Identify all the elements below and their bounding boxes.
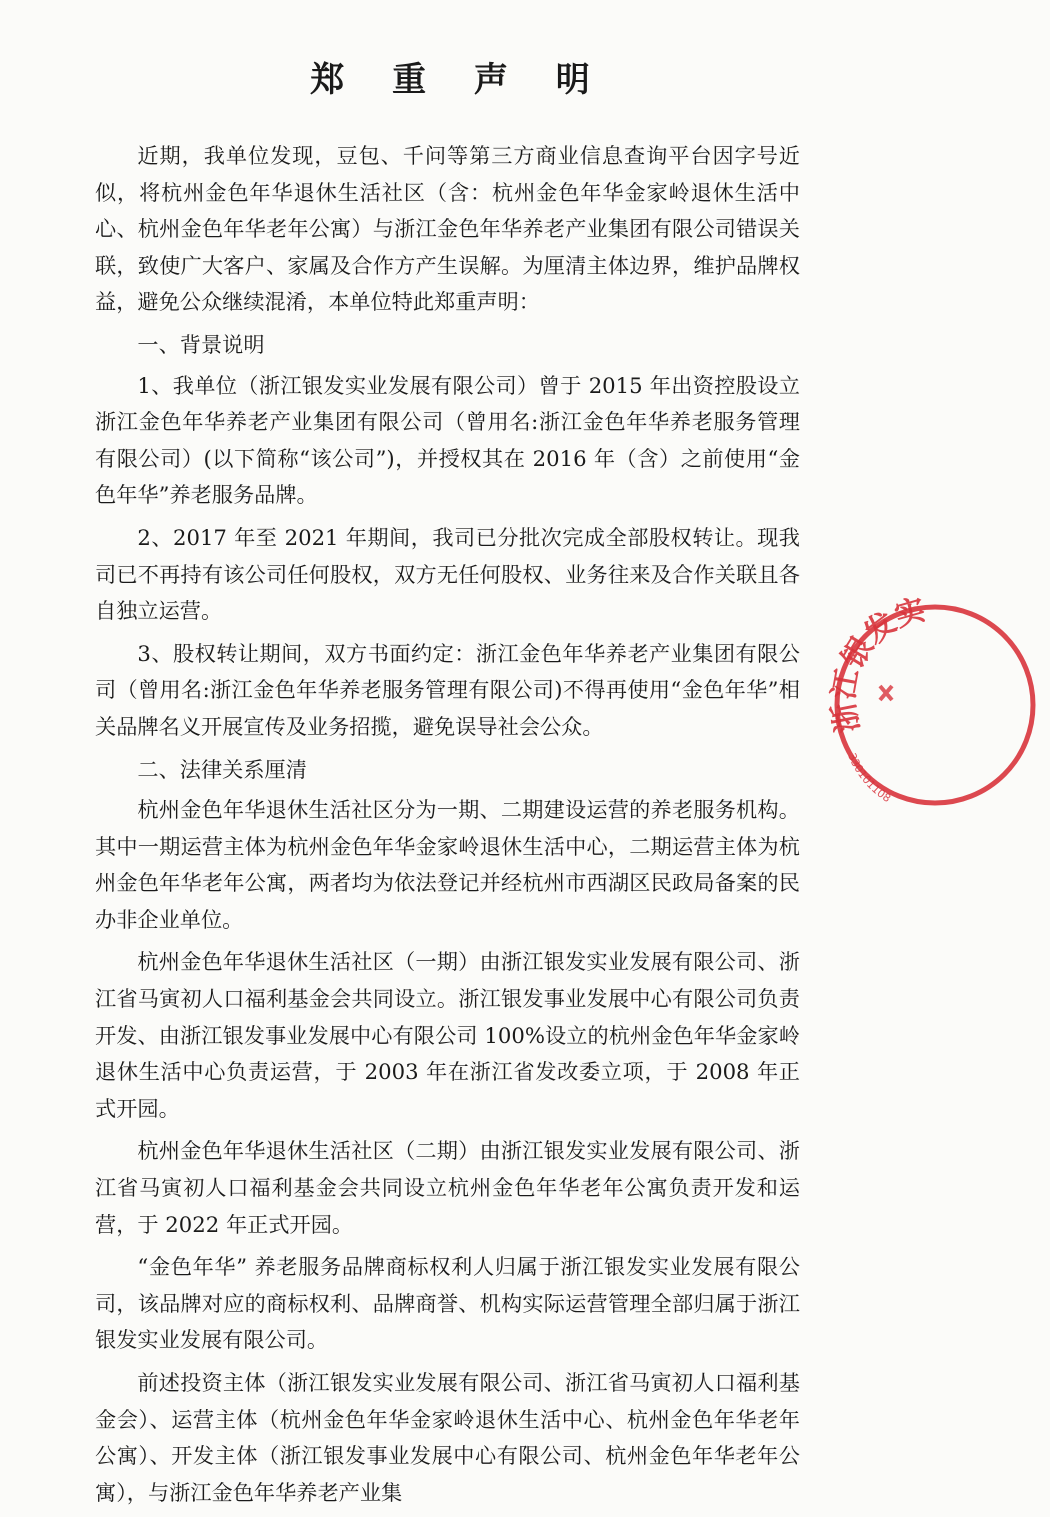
legal-paragraph-1: 杭州金色年华退休生活社区分为一期、二期建设运营的养老服务机构。其中一期运营主体为杭州金色年华金家岭退休生活中心，二期运营主体为杭州金色年华老年公寓，两者均为依法登记并经杭州市西湖区民政局备案的民办非企业单位。 [95,797,800,932]
legal-paragraph-5: 前述投资主体（浙江银发实业发展有限公司、浙江省马寅初人口福利基金会）、运营主体（杭州金色年华金家岭退休生活中心、杭州金色年华老年公寓）、开发主体（浙江银发事业发展中心有限公司、杭州金色年华老年公寓），与浙江金色年华养老产业集 [95,1370,800,1505]
company-seal-stamp [820,590,1050,820]
svg-text:浙江银发实 [826,592,929,735]
background-item-1: 1、我单位（浙江银发实业发展有限公司）曾于 2015 年出资控股设立浙江金色年华养老产业集团有限公司（曾用名:浙江金色年华养老服务管理有限公司）(以下简称“该公司”)，并授权其在 2016 年（含）之前使用“金色年华”养老服务品牌。 [95,372,800,508]
seal-text: 浙江银发实 [826,592,930,736]
intro-paragraph: 近期，我单位发现，豆包、千问等第三方商业信息查询平台因字号近似，将杭州金色年华退休生活社区（含：杭州金色年华金家岭退休生活中心、杭州金色年华老年公寓）与浙江金色年华养老产业集团有限公司错误关联，致使广大客户、家属及合作方产生误解。为厘清主体边界，维护品牌权益，避免公众继续混淆，本单位特此郑重声明： [95,143,800,315]
document-body [95,138,800,1517]
page-title: 郑 重 声 明 [310,60,608,100]
legal-paragraph-2: 杭州金色年华退休生活社区（一期）由浙江银发实业发展有限公司、浙江省马寅初人口福利基金会共同设立。浙江银发事业发展中心有限公司负责开发、由浙江银发事业发展中心有限公司 100%设立的杭州金色年华金家岭退休生活中心负责运营，于 2003 年在浙江省发改委立项，于 2008 年正式开园。 [95,949,800,1121]
svg-text:330101108 [845,751,893,805]
legal-paragraph-4: “金色年华” 养老服务品牌商标权利人归属于浙江银发实业发展有限公司，该品牌对应的商标权利、品牌商誉、机构实际运营管理全部归属于浙江银发实业发展有限公司。 [95,1254,800,1353]
legal-paragraph-3: 杭州金色年华退休生活社区（二期）由浙江银发实业发展有限公司、浙江省马寅初人口福利基金会共同设立杭州金色年华老年公寓负责开发和运营，于 2022 年正式开园。 [95,1138,800,1237]
section-heading-background: 一、背景说明 [137,331,265,357]
background-item-2: 2、2017 年至 2021 年期间，我司已分批次完成全部股权转让。现我司已不再持有该公司任何股权，双方无任何股权、业务往来及合作关联且各自独立运营。 [95,524,800,624]
section-heading-legal: 二、法律关系厘清 [137,756,307,782]
background-item-3: 3、股权转让期间，双方书面约定：浙江金色年华养老产业集团有限公司（曾用名:浙江金色年华养老服务管理有限公司)不得再使用“金色年华”相关品牌名义开展宣传及业务招揽，避免误导社会公众。 [95,640,800,739]
seal-number: 330101108 [845,751,894,806]
